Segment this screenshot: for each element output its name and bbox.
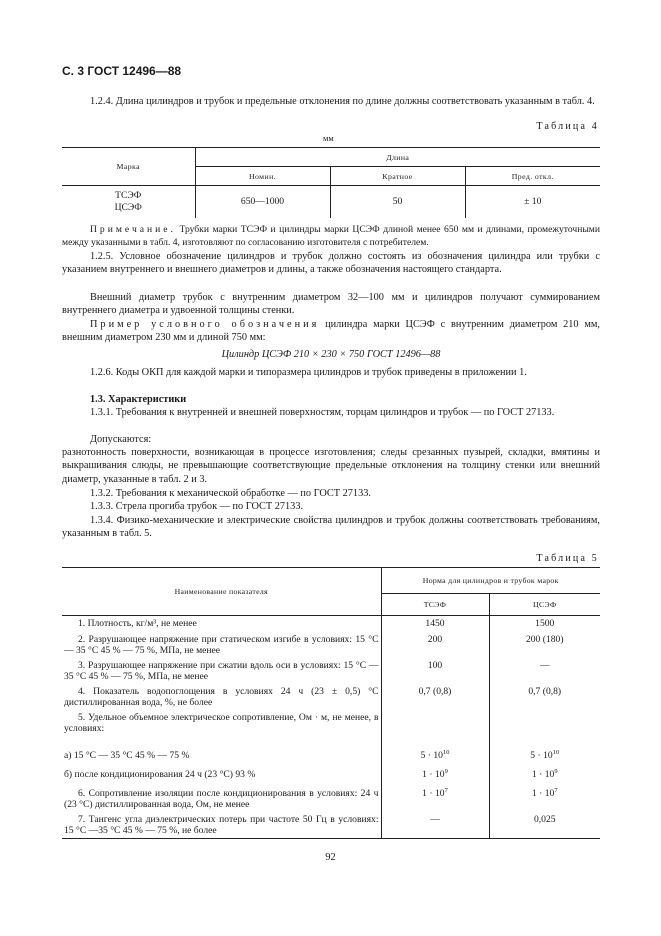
row-5a-name: а) 15 °С — 35 °С 45 % — 75 % xyxy=(64,749,190,761)
note-text: Трубки марки ТСЭФ и цилиндры марки ЦСЭФ длиной менее 650 мм и длинами, промежуточными между указанными в табл. 4, изготовляют по согласованию изготовителя с потребителем. xyxy=(62,224,600,248)
row-1-tssef: 1500 xyxy=(489,616,600,632)
row-5-tsef xyxy=(381,710,489,748)
row-6-name: 6. Сопротивление изоляции после кондиционирования в условиях: 24 ч (23 °С) дистиллированная вода, Ом, не менее xyxy=(64,787,379,810)
table-row xyxy=(62,684,600,710)
paragraph-defects: разнотонность поверхности, возникающая в процессе изготовления; следы срезанных пузырей, складки, вмятины и выкрашивания слюды, не превышающие соответствующие предельные отклонения на толщину стенки или внешний диаметр, указанные в табл. 2 и 3. xyxy=(62,447,600,485)
row-1-tsef: 1450 xyxy=(381,616,489,632)
table-row xyxy=(62,632,600,658)
paragraph-1-3-4: 1.3.4. Физико-механические и электрические свойства цилиндров и трубок должны соответствовать требованиям, указанным в табл. 5. xyxy=(62,515,600,540)
row-6-tssef: $1 \cdot 10^7$ xyxy=(489,786,600,812)
table-4-mark-tsef: ТСЭФ xyxy=(115,189,142,201)
table-row xyxy=(62,710,600,748)
row-5a-tssef: $5 \cdot 10^{10}$ xyxy=(489,748,600,767)
table-4-deviation-value: ± 10 xyxy=(465,186,600,218)
paragraph-1-3-2: 1.3.2. Требования к механической обработке — по ГОСТ 27133. xyxy=(90,488,371,499)
row-7-name: 7. Тангенс угла диэлектрических потерь при частоте 50 Гц в условиях: 15 °С —35 °С 45 % — 75 %, не более xyxy=(64,813,379,836)
row-2-tssef: 200 (180) xyxy=(489,632,600,658)
paragraph-1-3-1: 1.3.1. Требования к внутренней и внешней поверхностям, торцам цилиндров и трубок — по ГОСТ 27133. xyxy=(90,407,555,418)
page-header: С. 3 ГОСТ 12496—88 xyxy=(62,64,182,78)
table-4-unit: мм xyxy=(323,133,334,143)
table-row xyxy=(62,767,600,786)
table-row xyxy=(62,786,600,812)
row-3-tsef: 100 xyxy=(381,658,489,684)
table-4-header-deviation: Пред. откл. xyxy=(465,167,600,186)
section-1-3-title: 1.3. Характеристики xyxy=(90,394,187,405)
paragraph-1-3-3: 1.3.3. Стрела прогиба трубок — по ГОСТ 27133. xyxy=(90,501,304,512)
table-4-caption: Таблица 4 xyxy=(536,121,599,132)
row-5-tssef xyxy=(489,710,600,748)
table-4-multiple-value: 50 xyxy=(330,186,465,218)
table-5-caption: Таблица 5 xyxy=(536,553,599,564)
table-5-header-norm: Норма для цилиндров и трубок марок xyxy=(381,568,600,594)
row-2-tsef: 200 xyxy=(381,632,489,658)
row-6-tsef: $1 \cdot 10^7$ xyxy=(381,786,489,812)
table-row xyxy=(62,658,600,684)
table-4-note xyxy=(62,224,600,249)
table-4-mark-tssef: ЦСЭФ xyxy=(114,201,142,213)
row-7-tsef: — xyxy=(381,812,489,839)
table-row xyxy=(62,812,600,839)
row-4-name: 4. Показатель водопоглощения в условиях 24 ч (23 ± 0,5) °С дистиллированная вода, %, не более xyxy=(64,685,379,708)
table-5-header-tssef: ЦСЭФ xyxy=(489,594,600,616)
paragraph-outer-diameter: Внешний диаметр трубок с внутренним диаметром 32—100 мм и цилиндров получают суммированием внутреннего диаметра и удвоенной толщины стенки. xyxy=(62,292,600,317)
page-number: 92 xyxy=(325,852,336,863)
example-text: цилиндра марки ЦСЭФ с внутренним диаметром 210 мм, внешним диаметром 230 мм и длиной 750 мм: xyxy=(62,319,600,344)
row-4-tsef: 0,7 (0,8) xyxy=(381,684,489,710)
row-3-name: 3. Разрушающее напряжение при сжатии вдоль оси в условиях: 15 °С — 35 °С 45 % — 75 %, МПа, не менее xyxy=(64,659,379,682)
table-4-header-length: Длина xyxy=(195,148,600,167)
paragraph-1-2-6: 1.2.6. Коды ОКП для каждой марки и типоразмера цилиндров и трубок приведены в приложении 1. xyxy=(90,367,527,378)
table-4-marks xyxy=(62,186,195,218)
paragraph-1-2-5: 1.2.5. Условное обозначение цилиндров и трубок должно состоять из обозначения цилиндра или трубки с указанием внутреннего и внешнего диаметров и длины, а также обозначения настоящего стандарта. xyxy=(62,251,600,276)
paragraph-1-2-4: 1.2.4. Длина цилиндров и трубок и предельные отклонения по длине должны соответствовать указанным в табл. 4. xyxy=(90,96,595,107)
row-7-tssef: 0,025 xyxy=(489,812,600,839)
table-5 xyxy=(62,567,600,839)
row-3-tssef: — xyxy=(489,658,600,684)
table-row xyxy=(62,748,600,767)
example-lead: Пример условного обозначения xyxy=(90,319,320,330)
row-5-name: 5. Удельное объемное электрическое сопротивление, Ом · м, не менее, в условиях: xyxy=(64,711,379,734)
paragraph-allowed: Допускаются: xyxy=(90,434,152,445)
row-5a-tsef: $5 \cdot 10^{10}$ xyxy=(381,748,489,767)
table-4 xyxy=(62,147,600,218)
table-4-header-nominal: Номин. xyxy=(195,167,330,186)
row-2-name: 2. Разрушающее напряжение при статическом изгибе в условиях: 15 °С — 35 °С 45 % — 75 %, МПа, не менее xyxy=(64,633,379,656)
table-5-header-name: Наименование показателя xyxy=(62,568,381,616)
table-4-header-multiple: Кратное xyxy=(330,167,465,186)
row-5b-tssef: $1 \cdot 10^9$ xyxy=(489,767,600,786)
table-4-nominal-value: 650—1000 xyxy=(195,186,330,218)
note-lead: Примечание. xyxy=(90,224,176,235)
row-5b-tsef: $1 \cdot 10^9$ xyxy=(381,767,489,786)
table-row xyxy=(62,616,600,632)
paragraph-example xyxy=(62,318,600,345)
table-4-header-mark: Марка xyxy=(62,148,195,186)
designation-formula: Цилиндр ЦСЭФ 210 × 230 × 750 ГОСТ 12496—88 xyxy=(221,349,441,360)
row-4-tssef: 0,7 (0,8) xyxy=(489,684,600,710)
row-5b-name: б) после кондиционирования 24 ч (23 °С) 93 % xyxy=(64,768,256,780)
row-1-name: 1. Плотность, кг/м³, не менее xyxy=(78,618,197,629)
table-5-header-tsef: ТСЭФ xyxy=(381,594,489,616)
